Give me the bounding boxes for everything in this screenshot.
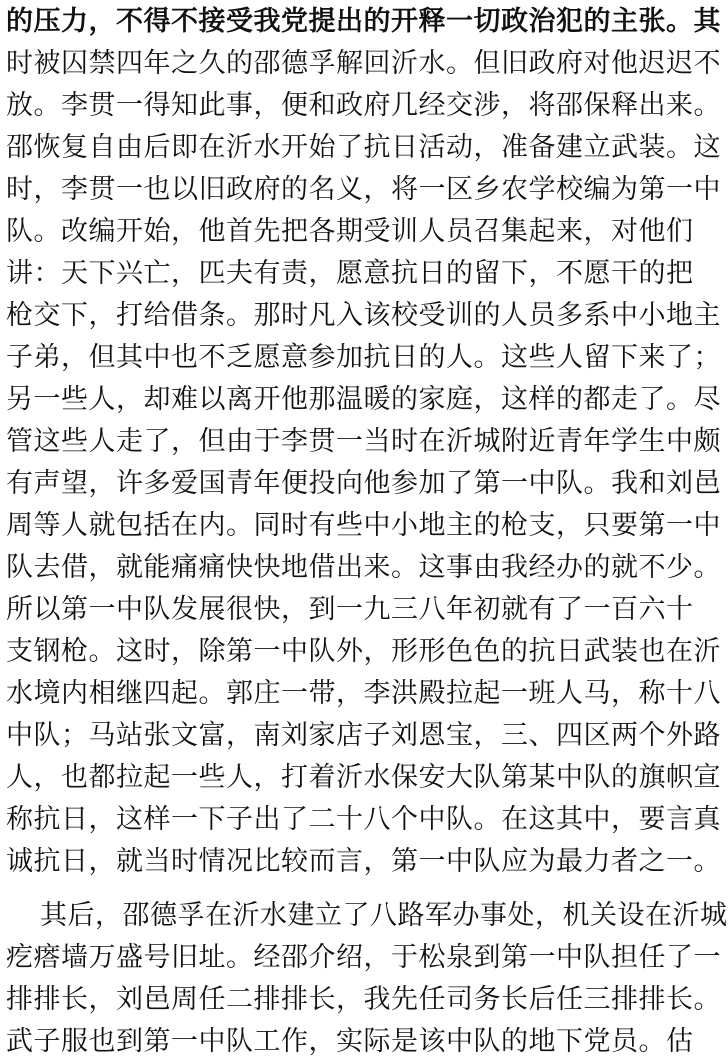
- text-line: 时，李贯一也以旧政府的名义，将一区乡农学校编为第一中: [6, 174, 721, 205]
- text-line: 周等人就包括在内。同时有些中小地主的枪支，只要第一中: [6, 510, 721, 541]
- text-line: 子弟，但其中也不乏愿意参加抗日的人。这些人留下来了；: [6, 342, 721, 373]
- text-line: 中队；马站张文富，南刘家店子刘恩宝，三、四区两个外路: [6, 720, 721, 751]
- text-line: 讲：天下兴亡，匹夫有责，愿意抗日的留下，不愿干的把: [6, 258, 694, 289]
- text-line: 所以第一中队发展很快，到一九三八年初就有了一百六十: [6, 594, 694, 625]
- text-line: 称抗日，这样一下子出了二十八个中队。在这其中，要言真: [6, 804, 721, 835]
- text-line: 管这些人走了，但由于李贯一当时在沂城附近青年学生中颇: [6, 426, 721, 457]
- text-line: 时被囚禁四年之久的邵德孚解回沂水。但旧政府对他迟迟不: [6, 48, 721, 79]
- text-line: 的压力，不得不接受我党提出的开释一切政治犯的主张。其: [6, 6, 721, 37]
- text-line: 支钢枪。这时，除第一中队外，形形色色的抗日武装也在沂: [6, 636, 721, 667]
- text-line: 诚抗日，就当时情况比较而言，第一中队应为最力者之一。: [6, 846, 721, 877]
- text-line: 排排长，刘邑周任二排排长，我先任司务长后任三排排长。: [6, 984, 721, 1015]
- text-line: 其后，邵德孚在沂水建立了八路军办事处，机关设在沂城: [40, 900, 728, 931]
- text-line: 另一些人，却难以离开他那温暖的家庭，这样的都走了。尽: [6, 384, 721, 415]
- text-line: 放。李贯一得知此事，便和政府几经交涉，将邵保释出来。: [6, 90, 721, 121]
- text-line: 有声望，许多爱国青年便投向他参加了第一中队。我和刘邑: [6, 468, 721, 499]
- text-line: 武子服也到第一中队工作，实际是该中队的地下党员。估: [6, 1026, 694, 1057]
- text-line: 队。改编开始，他首先把各期受训人员召集起来，对他们: [6, 216, 694, 247]
- text-line: 疙瘩墙万盛号旧址。经邵介绍，于松泉到第一中队担任了一: [6, 942, 721, 973]
- text-line: 水境内相继四起。郭庄一带，李洪殿拉起一班人马，称十八: [6, 678, 721, 709]
- text-line: 枪交下，打给借条。那时凡入该校受训的人员多系中小地主: [6, 300, 721, 331]
- text-line: 队去借，就能痛痛快快地借出来。这事由我经办的就不少。: [6, 552, 721, 583]
- text-line: 邵恢复自由后即在沂水开始了抗日活动，准备建立武装。这: [6, 132, 721, 163]
- text-line: 人，也都拉起一些人，打着沂水保安大队第某中队的旗帜宣: [6, 762, 721, 793]
